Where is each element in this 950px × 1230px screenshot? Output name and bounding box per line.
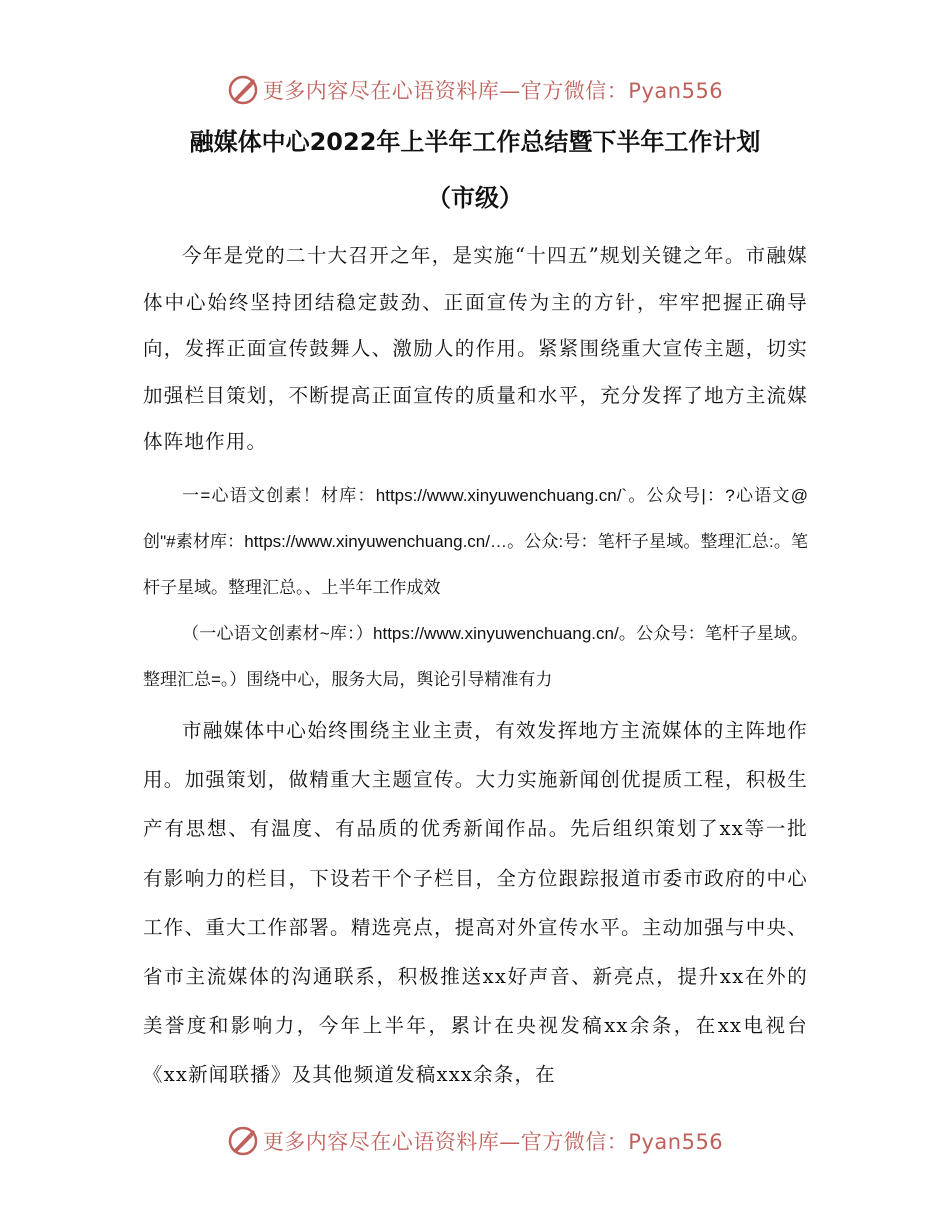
header-watermark-banner bbox=[0, 70, 950, 110]
paragraph-intro: 今年是党的二十大召开之年，是实施“十四五”规划关键之年。市融媒体中心始终坚持团结稳定鼓劲、正面宣传为主的方针，牢牢把握正确导向，发挥正面宣传鼓舞人、激励人的作用。紧紧围绕重大宣传主题，切实加强栏目策划，不断提高正面宣传的质量和水平，充分发挥了地方主流媒体阵地作用。 bbox=[143, 244, 808, 453]
footer-watermark-banner bbox=[0, 1121, 950, 1161]
document-title: 融媒体中心2022年上半年工作总结暨下半年工作计划 bbox=[189, 128, 761, 156]
pen-circle-logo-icon bbox=[227, 1125, 259, 1157]
watermark-text: 更多内容尽在心语资料库—官方微信：Pyan556 bbox=[262, 1130, 724, 1154]
pen-circle-logo-icon bbox=[227, 74, 259, 106]
document-subtitle: （市级） bbox=[427, 184, 523, 212]
paragraph-body: 市融媒体中心始终围绕主业主责，有效发挥地方主流媒体的主阵地作用。加强策划，做精重大主题宣传。大力实施新闻创优提质工程，积极生产有思想、有温度、有品质的优秀新闻作品。先后组织策划了xx等一批有影响力的栏目，下设若干个子栏目，全方位跟踪报道市委市政府的中心工作、重大工作部署。精选亮点，提高对外宣传水平。主动加强与中央、省市主流媒体的沟通联系，积极推送xx好声音、新亮点，提升xx在外的美誉度和影响力，今年上半年，累计在央视发稿xx余条，在xx电视台《xx新闻联播》及其他频道发稿xxx余条，在 bbox=[143, 719, 808, 1087]
paragraph-section-heading: 一=心语文创素！材库：https://www.xinyuwenchuang.cn/`。公众号|：?心语文@创"#素材库：https://www.xinyuwenchuang.cn/…。公众:号：笔杆子星域。整理汇总:。笔杆子星域。整理汇总。、上半年工作成效 bbox=[143, 486, 808, 597]
watermark-text: 更多内容尽在心语资料库—官方微信：Pyan556 bbox=[262, 79, 724, 103]
paragraph-subsection-heading: （一心语文创素材~库：）https://www.xinyuwenchuang.cn/。公众号：笔杆子星域。整理汇总=。）围绕中心，服务大局，舆论引导精准有力 bbox=[143, 624, 808, 689]
